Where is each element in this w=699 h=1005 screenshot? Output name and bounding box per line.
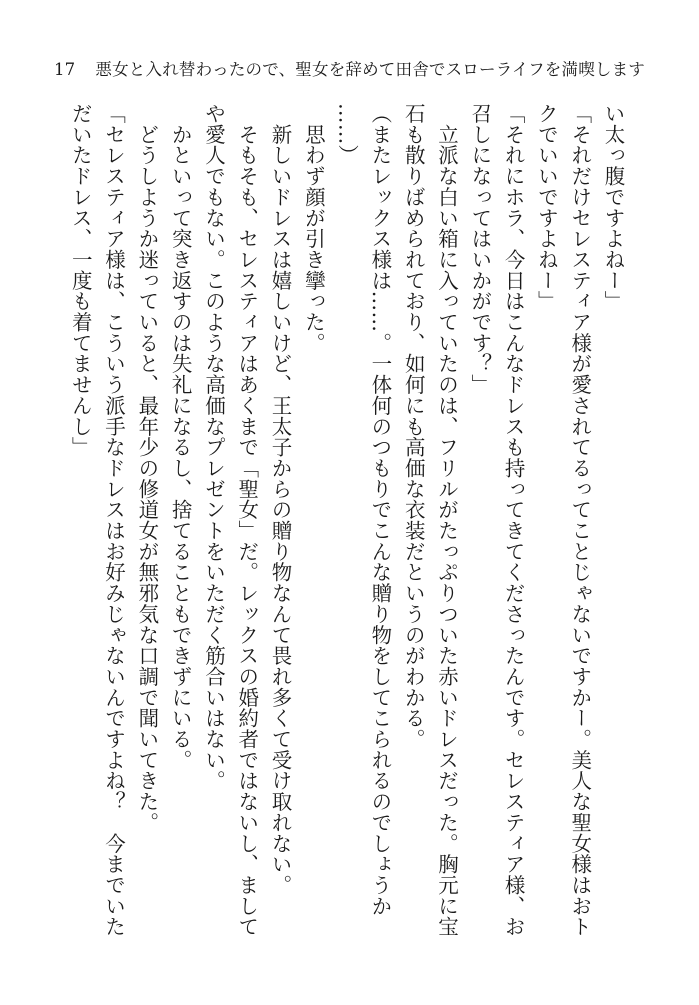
text-line: だいたドレス、一度も着てませんし」 [68, 103, 93, 458]
text-line: （またレックス様は……。一体何のつもりでこんな贈り物をしてこられるのでしょうか [367, 103, 392, 917]
text-line: や愛人でもない。このような高価なプレゼントをいただく筋合いはない。 [201, 103, 226, 792]
text-line: そもそも、セレスティアはあくまで「聖女」だ。レックスの婚約者ではないし、まして [234, 103, 259, 937]
text-line: い太っ腹ですよねー」 [601, 103, 625, 312]
text-line: かといって突き返すのは失礼になるし、捨てることもできずにいる。 [168, 103, 193, 771]
text-line: 「セレスティア様は、こういう派手なドレスはお好みじゃないんですよね？ 今までいた [101, 103, 126, 937]
text-line: 新しいドレスは嬉しいけど、王太子からの贈り物なんて畏れ多くて受け取れない。 [268, 103, 293, 896]
text-line: クでいいですよねー」 [534, 103, 559, 312]
text-line: 召しになってはいかがです？」 [467, 103, 492, 395]
text-line: どうしようか迷っていると、最年少の修道女が無邪気な口調で聞いてきた。 [134, 103, 159, 833]
text-line: ……） [334, 103, 359, 166]
running-header [0, 58, 699, 82]
vertical-body-text [63, 103, 629, 963]
text-line: 思わず顔が引き攣った。 [301, 103, 326, 354]
text-line: 立派な白い箱に入っていたのは、フリルがたっぷりついた赤いドレスだった。胸元に宝 [434, 103, 459, 937]
book-title: 悪女と入れ替わったので、聖女を辞めて田舎でスローライフを満喫します [95, 60, 646, 79]
text-line: 「それだけセレスティア様が愛されてるってことじゃないですかー。美人な聖女様はおト [567, 103, 592, 937]
page-number: 17 [53, 60, 76, 79]
text-line: 石も散りばめられており、如何にも高価な衣装だというのがわかる。 [401, 103, 426, 750]
text-line: 「それにホラ、今日はこんなドレスも持ってきてくださったんです。セレスティア様、お [501, 103, 526, 937]
